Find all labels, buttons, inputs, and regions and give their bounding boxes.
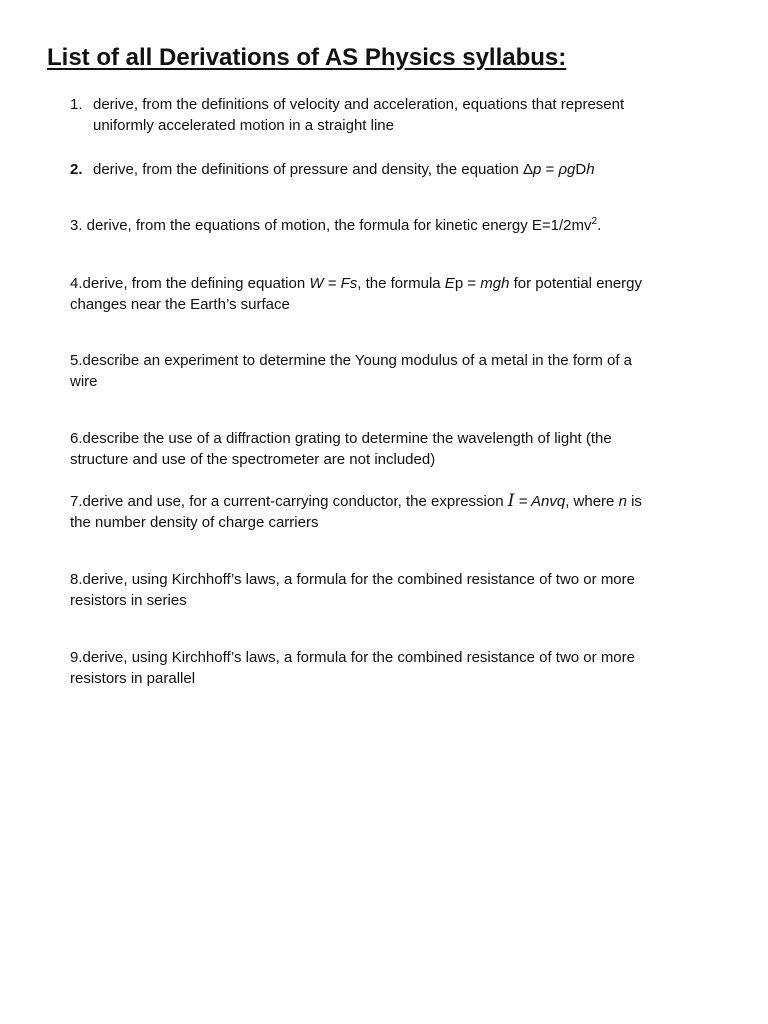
item-text-b: , where [565, 493, 619, 510]
item-number: 7. [70, 493, 83, 510]
list-item-1 [70, 94, 624, 136]
item-text-continued: changes near the Earth’s surface [70, 296, 290, 313]
item-number: 2. [70, 161, 83, 178]
item-text: derive, using Kirchhoff’s laws, a formula for the combined resistance of two or more [82, 649, 635, 666]
list-item-4 [70, 273, 642, 315]
equation-var-rho-g: ρg [558, 161, 576, 178]
item-text-c: is [626, 493, 642, 510]
item-text: describe an experiment to determine the Young modulus of a metal in the form of a [82, 352, 633, 369]
item-number: 4. [70, 275, 83, 292]
item-number: 6. [70, 430, 83, 447]
item-text: derive, using Kirchhoff’s laws, a formula for the combined resistance of two or more [82, 571, 635, 588]
item-number: 8. [70, 571, 83, 588]
list-item-7 [70, 491, 642, 533]
equation-E: E [444, 275, 455, 292]
item-text-b: , the formula [357, 275, 445, 292]
equation-current-I: I [507, 491, 515, 511]
item-text-continued: uniformly accelerated motion in a straight line [93, 117, 394, 134]
equation-var-D: D [575, 161, 587, 178]
list-item-8 [70, 569, 635, 611]
item-number: 3. [70, 217, 83, 234]
item-text: derive, from the equations of motion, the formula for kinetic energy E=1/2mv [82, 217, 592, 234]
item-number: 1. [70, 96, 83, 113]
item-text: derive, from the definitions of velocity and acceleration, equations that represent [93, 96, 625, 113]
item-number: 9. [70, 649, 83, 666]
list-item-2 [70, 159, 595, 180]
equation-equals: = [541, 161, 559, 178]
list-item-9 [70, 647, 635, 689]
list-item-3 [70, 215, 601, 236]
item-text-continued: the number density of charge carriers [70, 514, 319, 531]
item-text-c: for potential energy [509, 275, 643, 292]
item-text-continued: wire [70, 373, 98, 390]
item-text: derive, from the definitions of pressure and density, the equation [93, 161, 523, 178]
equation-delta: Δ [522, 161, 534, 178]
item-text: derive, from the defining equation [82, 275, 310, 292]
list-item-5 [70, 350, 632, 392]
item-text-continued: resistors in parallel [70, 670, 196, 687]
equation-p-equals: p = [454, 275, 481, 292]
item-end: . [597, 217, 602, 234]
superscript-2: 2 [591, 216, 598, 227]
list-item-6 [70, 428, 612, 470]
item-text: describe the use of a diffraction grating to determine the wavelength of light (the [82, 430, 612, 447]
variable-n: n [618, 493, 627, 510]
item-number: 5. [70, 352, 83, 369]
equation-anvq: = Anvq [514, 493, 566, 510]
equation-var-p: p [533, 161, 542, 178]
item-text-continued: resistors in series [70, 592, 187, 609]
equation-mgh: mgh [480, 275, 510, 292]
page-title: List of all Derivations of AS Physics syllabus: [47, 44, 567, 71]
equation-work: W = Fs [309, 275, 358, 292]
item-text-continued: structure and use of the spectrometer are not included) [70, 451, 436, 468]
item-text: derive and use, for a current-carrying conductor, the expression [82, 493, 508, 510]
equation-var-h: h [586, 161, 595, 178]
